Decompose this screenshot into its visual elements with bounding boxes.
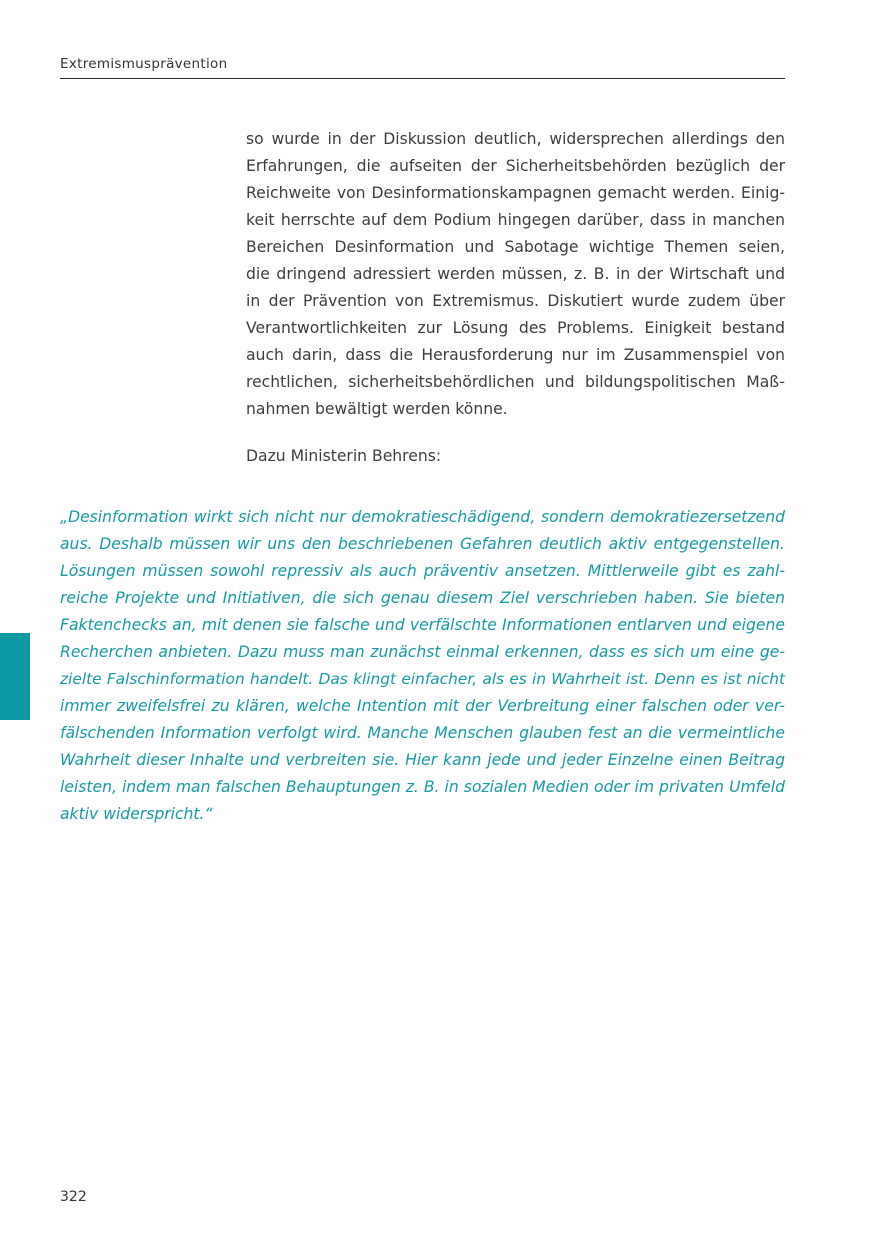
- paragraph-line: auch darin, dass die Herausforderung nur im Zusammenspiel von: [246, 346, 785, 364]
- running-header: Extremismusprävention: [60, 56, 228, 72]
- paragraph-line: keit herrschte auf dem Podium hingegen darüber, dass in manchen: [246, 211, 785, 229]
- paragraph-line: Verantwortlichkeiten zur Lösung des Problems. Einigkeit bestand: [246, 319, 785, 337]
- paragraph-line: Reichweite von Desinformationskampagnen gemacht werden. Einig-: [246, 184, 785, 202]
- quote-line: fälschenden Information verfolgt wird. Manche Menschen glauben fest an die vermeintliche: [60, 724, 785, 742]
- paragraph-line: rechtlichen, sicherheitsbehördlichen und bildungspolitischen Maß-: [246, 373, 785, 391]
- paragraph-line: Bereichen Desinformation und Sabotage wichtige Themen seien,: [246, 238, 785, 256]
- page-number: 322: [60, 1189, 87, 1205]
- quote-line: Wahrheit dieser Inhalte und verbreiten sie. Hier kann jede und jeder Einzelne einen Beitrag: [60, 751, 785, 769]
- quote-line: Recherchen anbieten. Dazu muss man zunächst einmal erkennen, dass es sich um eine ge-: [60, 643, 785, 661]
- quote-line: Faktenchecks an, mit denen sie falsche und verfälschte Informationen entlarven und eigene: [60, 616, 785, 634]
- body-paragraph: [246, 126, 785, 423]
- body-text-column: [246, 126, 785, 470]
- quote-line: Lösungen müssen sowohl repressiv als auch präventiv ansetzen. Mittlerweile gibt es zahl-: [60, 562, 785, 580]
- quote-line: immer zweifelsfrei zu klären, welche Intention mit der Verbreitung einer falschen oder ver-: [60, 697, 785, 715]
- header-rule: [60, 78, 785, 79]
- paragraph-line: so wurde in der Diskussion deutlich, widersprechen allerdings den: [246, 130, 785, 148]
- paragraph-line: die dringend adressiert werden müssen, z. B. in der Wirtschaft und: [246, 265, 785, 283]
- quote-line: „Desinformation wirkt sich nicht nur demokratieschädigend, sondern demokratiezersetzend: [60, 508, 785, 526]
- minister-quote: [60, 504, 785, 828]
- paragraph-line: Erfahrungen, die aufseiten der Sicherheitsbehörden bezüglich der: [246, 157, 785, 175]
- chapter-accent-tab: [0, 633, 30, 720]
- quote-line: aus. Deshalb müssen wir uns den beschriebenen Gefahren deutlich aktiv entgegenstellen.: [60, 535, 785, 553]
- quote-line: aktiv widerspricht.“: [60, 805, 213, 823]
- quote-line: reiche Projekte und Initiativen, die sich genau diesem Ziel verschrieben haben. Sie bieten: [60, 589, 785, 607]
- quote-intro: Dazu Ministerin Behrens:: [246, 447, 442, 465]
- paragraph-line: in der Prävention von Extremismus. Diskutiert wurde zudem über: [246, 292, 785, 310]
- paragraph-line: nahmen bewältigt werden könne.: [246, 400, 508, 418]
- quote-line: leisten, indem man falschen Behauptungen z. B. in sozialen Medien oder im privaten Umfeld: [60, 778, 785, 796]
- quote-line: zielte Falschinformation handelt. Das klingt einfacher, als es in Wahrheit ist. Denn es ist nicht: [60, 670, 785, 688]
